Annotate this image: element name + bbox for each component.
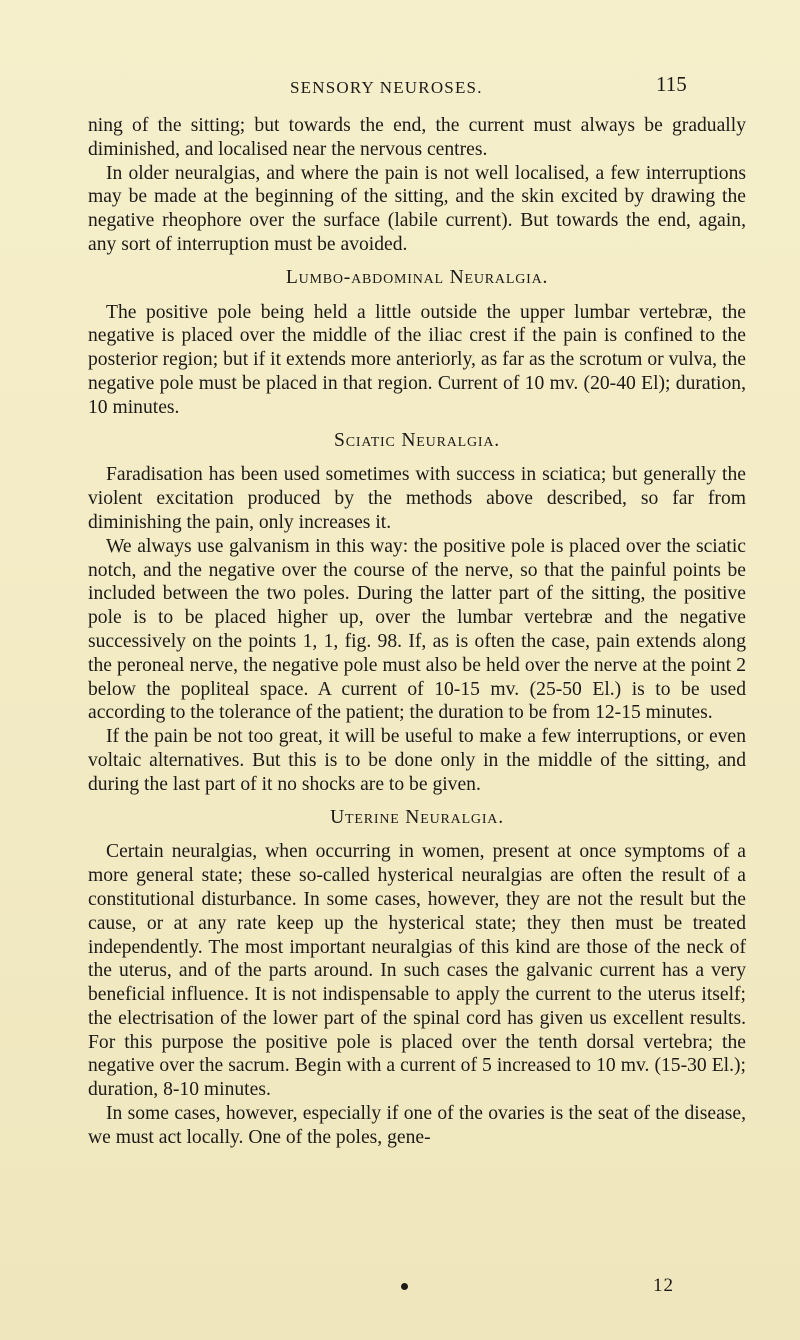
section-heading: Lumbo-abdominal Neuralgia. xyxy=(285,266,549,288)
paragraph: Certain neuralgias, when occurring in women, present at once symptoms of a more general state; these so-called hysterical neuralgias are often the result of a constitutional disturbance. In some cases, however, they are not the result but the cause, or at any rate keep up the hysterical state; they then must be treated independently. The most important neuralgias of this kind are those of the neck of the uterus, and of the parts around. In such cases the galvanic current has a very beneficial influence. It is not indispensable to apply the current to the uterus itself; the electrisation of the lower part of the spinal cord has given us excellent results. For this purpose the positive pole is placed over the tenth dorsal vertebra; the negative over the sacrum. Begin with a current of 5 increased to 10 mv. (15-30 El.); duration, 8-10 minutes. xyxy=(88,841,746,1101)
body-text xyxy=(88,114,746,1150)
paragraph: Faradisation has been used sometimes with success in sciatica; but generally the violent excitation produced by the methods above described, so far from diminishing the pain, only increases it. xyxy=(88,464,746,533)
page-footer xyxy=(0,1274,800,1302)
paragraph: We always use galvanism in this way: the positive pole is placed over the sciatic notch, and the negative over the course of the nerve, so that the painful points be included between the two poles. During the latter part of the sitting, the positive pole is to be placed higher up, over the lumbar vertebræ and the negative successively on the points 1, 1, fig. 98. If, as is often the case, pain extends along the peroneal nerve, the negative pole must also be held over the nerve at the point 2 below the popliteal space. A current of 10-15 mv. (25-50 El.) is to be used according to the tolerance of the patient; the duration to be from 12-15 minutes. xyxy=(88,535,746,724)
page-number: 115 xyxy=(656,72,687,96)
paragraph: In some cases, however, especially if one of the ovaries is the seat of the disease, we must act locally. One of the poles, gene- xyxy=(88,1103,746,1148)
running-title: SENSORY NEUROSES. xyxy=(290,78,483,97)
section-heading: Uterine Neuralgia. xyxy=(330,806,504,828)
paragraph: In older neuralgias, and where the pain is not well localised, a few interruptions may be made at the beginning of the sitting, and the skin excited by drawing the negative rheophore over the surface (labile current). But towards the end, again, any sort of interruption must be avoided. xyxy=(88,162,746,255)
paragraph: The positive pole being held a little outside the upper lumbar vertebræ, the negative is placed over the middle of the iliac crest if the pain is confined to the posterior region; but if it extends more anteriorly, as far as the scrotum or vulva, the negative pole must be placed in that region. Current of 10 mv. (20-40 El); duration, 10 minutes. xyxy=(88,301,746,418)
section-heading: Sciatic Neuralgia. xyxy=(334,429,500,451)
signature-mark: 12 xyxy=(653,1275,674,1296)
paragraph: If the pain be not too great, it will be useful to make a few interruptions, or even voltaic alternatives. But this is to be done only in the middle of the sitting, and during the last part of it no shocks are to be given. xyxy=(88,726,746,795)
page-header xyxy=(0,68,800,102)
paragraph: ning of the sitting; but towards the end, the current must always be gradually diminished, and localised near the nervous centres. xyxy=(88,115,746,160)
bullet-icon xyxy=(401,1283,408,1290)
